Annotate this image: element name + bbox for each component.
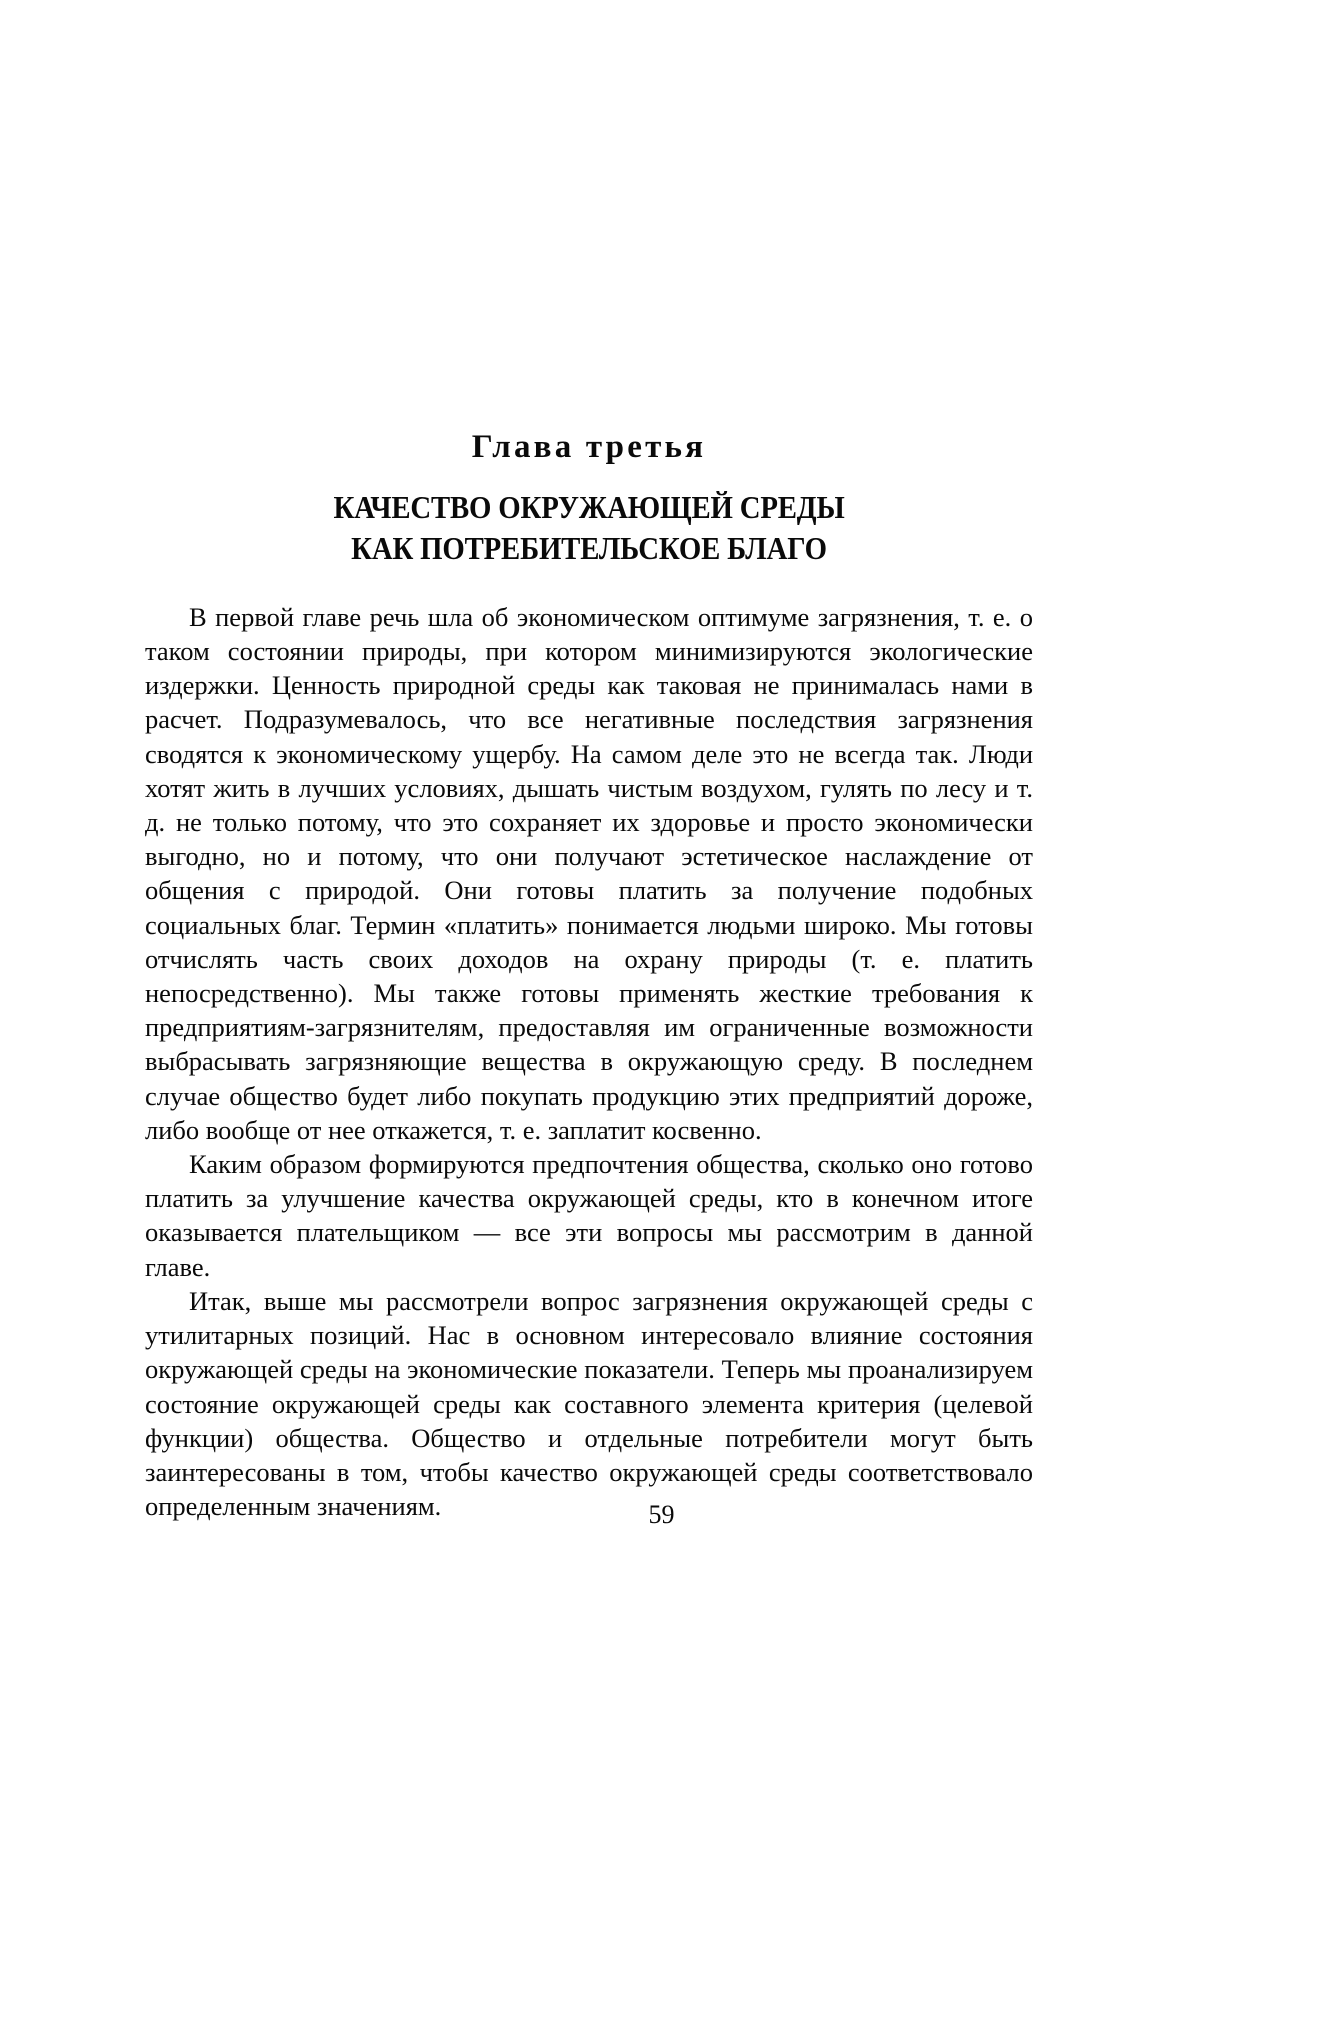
chapter-title-line-2: КАК ПОТРЕБИТЕЛЬСКОЕ БЛАГО — [351, 530, 827, 567]
body-paragraph: Каким образом формируются предпочтения общества, сколько оно готово платить за улучшение качества окружающей среды, кто в конечном итоге оказывается плательщиком — все эти вопросы мы рассмотрим в данной главе. — [145, 1149, 1033, 1282]
text-column — [145, 430, 1033, 1523]
chapter-title — [145, 487, 1033, 570]
body-paragraph: В первой главе речь шла об экономическом оптимуме загрязнения, т. е. о таком состоянии природы, при котором минимизируются экологические издержки. Ценность природной среды как таковая не принималась нами в расчет. Подразумевалось, что все негативные последствия загрязнения сводятся к экономическому ущербу. На самом деле это не всегда так. Люди хотят жить в лучших условиях, дышать чистым воздухом, гулять по лесу и т. д. не только потому, что это сохраняет их здоровье и просто экономически выгодно, но и потому, что они получают эстетическое наслаждение от общения с природой. Они готовы платить за получение подобных социальных благ. Термин «платить» понимается людьми широко. Мы готовы отчислять часть своих доходов на охрану природы (т. е. платить непосредственно). Мы также готовы применять жесткие требования к предприятиям-загрязнителям, предоставляя им ограниченные возможности выбрасывать загрязняющие вещества в окружающую среду. В последнем случае общество будет либо покупать продукцию этих предприятий дороже, либо вообще от нее откажется, т. е. заплатит косвенно. — [145, 601, 1033, 1145]
body-paragraph: Итак, выше мы рассмотрели вопрос загрязнения окружающей среды с утилитарных позиций. Нас в основном интересовало влияние состояния окружающей среды на экономические показатели. Теперь мы проанализируем состояние окружающей среды как составного элемента критерия (целевой функции) общества. Общество и отдельные потребители могут быть заинтересованы в том, чтобы качество окружающей среды соответствовало определенным значениям. — [145, 1285, 1033, 1522]
chapter-eyebrow-heading: Глава третья — [471, 429, 707, 465]
chapter-title-line-1: КАЧЕСТВО ОКРУЖАЮЩЕЙ СРЕДЫ — [333, 488, 845, 525]
page-number: 59 — [648, 1500, 675, 1529]
